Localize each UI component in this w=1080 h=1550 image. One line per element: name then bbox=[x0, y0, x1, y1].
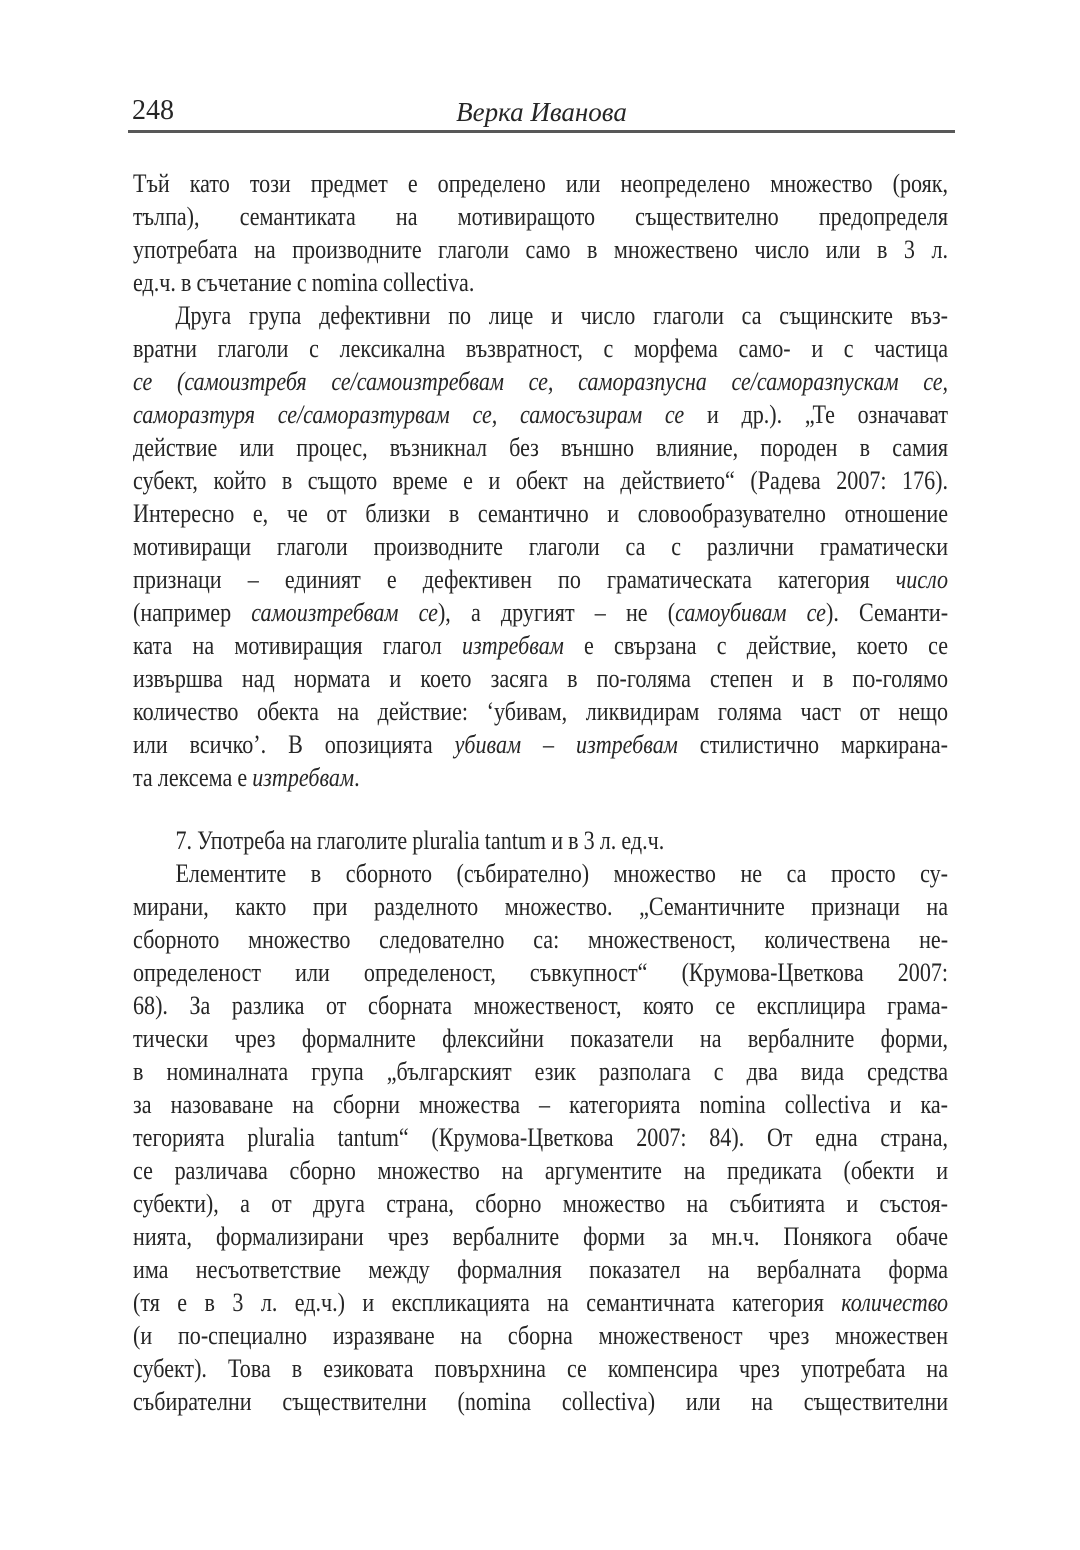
text-line bbox=[133, 233, 948, 266]
text-line bbox=[133, 398, 948, 431]
text-segment: мирани, както при разделното множество. „Семантичните признаци на bbox=[133, 892, 949, 921]
text-segment: ). Семанти- bbox=[825, 598, 949, 627]
text-segment: (например bbox=[133, 598, 252, 627]
text-line bbox=[133, 1022, 948, 1055]
text-segment: . bbox=[354, 763, 360, 792]
text-segment: тълпа), семантиката на мотивиращото съществително предопределя bbox=[133, 202, 949, 231]
text-line bbox=[133, 1220, 948, 1253]
text-line bbox=[133, 200, 948, 233]
section-heading bbox=[133, 824, 948, 857]
text-segment: е свързана с действие, което се bbox=[563, 631, 949, 660]
text-line bbox=[133, 662, 948, 695]
text-line bbox=[133, 530, 948, 563]
text-line bbox=[133, 923, 948, 956]
text-line bbox=[133, 989, 948, 1022]
text-line bbox=[133, 332, 948, 365]
text-segment: определеност или определеност, съвкупност“ (Крумова-Цветкова 2007: bbox=[133, 958, 949, 987]
text-segment: изтребвам bbox=[252, 763, 355, 792]
text-line bbox=[133, 497, 948, 530]
text-segment: тегорията pluralia tantum“ (Крумова-Цветкова 2007: 84). От една страна, bbox=[133, 1123, 949, 1152]
text-segment: число bbox=[895, 565, 949, 594]
text-line bbox=[133, 365, 948, 398]
text-line bbox=[133, 1121, 948, 1154]
text-line bbox=[133, 431, 948, 464]
text-line bbox=[133, 824, 948, 857]
text-line bbox=[133, 266, 948, 299]
text-segment: употребата на производните глаголи само в множествено число или в 3 л. bbox=[133, 235, 949, 264]
text-segment: се различава сборно множество на аргументите на предиката (обекти и bbox=[133, 1156, 949, 1185]
text-segment: и др.). „Те означават bbox=[684, 400, 949, 429]
text-line bbox=[133, 563, 948, 596]
text-segment: Тъй като този предмет е определено или неопределено множество (рояк, bbox=[133, 169, 949, 198]
text-line bbox=[133, 1286, 948, 1319]
text-segment: за назоваване на сборни множества – категорията nomina collectiva и ка- bbox=[133, 1090, 949, 1119]
text-segment: стилистично маркирана- bbox=[677, 730, 949, 759]
text-line bbox=[133, 728, 948, 761]
text-segment: Елементите в сборното (събирателно) множество не са просто су- bbox=[175, 859, 949, 888]
text-line bbox=[133, 695, 948, 728]
text-segment: убивам – изтребвам bbox=[454, 730, 678, 759]
text-segment: нията, формализирани чрез вербалните форми за мн.ч. Понякога обаче bbox=[133, 1222, 949, 1251]
text-line bbox=[133, 1088, 948, 1121]
text-segment: (тя е в 3 л. ед.ч.) и експликацията на семантичната категория bbox=[133, 1288, 842, 1317]
text-segment: 68). За разлика от сборната множественост, която се експлицира грама- bbox=[133, 991, 949, 1020]
text-segment: изтребвам bbox=[462, 631, 564, 660]
text-segment: тически чрез формалните флексийни показатели на вербалните форми, bbox=[133, 1024, 949, 1053]
text-line bbox=[133, 890, 948, 923]
paragraph bbox=[133, 167, 948, 299]
text-segment: самоизтребвам се bbox=[251, 598, 438, 627]
text-line bbox=[133, 1055, 948, 1088]
paragraph bbox=[133, 857, 948, 1418]
text-segment: има несъответствие между формалния показател на вербалната форма bbox=[133, 1255, 949, 1284]
text-line bbox=[133, 596, 948, 629]
text-segment: признаци – единият е дефективен по граматическата категория bbox=[133, 565, 896, 594]
text-segment: вратни глаголи с лексикална възвратност, с морфема само- и с частица bbox=[133, 334, 949, 363]
text-segment: в номиналната група „българският език разполага с два вида средства bbox=[133, 1057, 949, 1086]
text-segment: ката на мотивиращия глагол bbox=[133, 631, 463, 660]
text-line bbox=[133, 464, 948, 497]
text-line bbox=[133, 956, 948, 989]
text-segment: количество bbox=[841, 1288, 949, 1317]
text-segment: та лексема е bbox=[133, 763, 253, 792]
text-segment: или всичко’. В опозицията bbox=[133, 730, 455, 759]
paragraph bbox=[133, 299, 948, 794]
text-segment: саморазтуря се/саморазтурвам се, самосъзирам се bbox=[133, 400, 685, 429]
text-segment: извършва над нормата и което засяга в по-голяма степен и в по-голямо bbox=[133, 664, 949, 693]
text-segment: субект, който в същото време е и обект на действието“ (Радева 2007: 176). bbox=[133, 466, 949, 495]
text-segment: ед.ч. в съчетание с nomina collectiva. bbox=[133, 268, 475, 297]
text-segment: самоубивам се bbox=[675, 598, 826, 627]
text-line bbox=[133, 167, 948, 200]
text-segment: мотивиращи глаголи производните глаголи са с различни граматически bbox=[133, 532, 949, 561]
text-line bbox=[133, 1253, 948, 1286]
page-header bbox=[128, 94, 955, 133]
text-segment: Друга група дефективни по лице и число глаголи са същинските въз- bbox=[175, 301, 949, 330]
text-line bbox=[133, 1385, 948, 1418]
text-segment: 7. Употреба на глаголите pluralia tantum и в 3 л. ед.ч. bbox=[175, 826, 665, 855]
page-number: 248 bbox=[132, 95, 174, 126]
running-title: Верка Иванова bbox=[456, 97, 627, 127]
text-segment: Интересно е, че от близки в семантично и словообразувателно отношение bbox=[133, 499, 949, 528]
text-line bbox=[133, 1352, 948, 1385]
text-line bbox=[133, 299, 948, 332]
text-segment: (и по-специално изразяване на сборна множественост чрез множествен bbox=[133, 1321, 949, 1350]
text-line bbox=[133, 1154, 948, 1187]
text-segment: субекти), а от друга страна, сборно множество на събитията и състоя- bbox=[133, 1189, 949, 1218]
text-segment: действие или процес, възникнал без външно влияние, породен в самия bbox=[133, 433, 949, 462]
text-segment: количество обекта на действие: ‘убивам, ликвидирам голяма част от нещо bbox=[133, 697, 949, 726]
text-line bbox=[133, 1187, 948, 1220]
text-segment: сборното множество следователно са: множественост, количествена не- bbox=[133, 925, 949, 954]
text-line bbox=[133, 629, 948, 662]
text-segment: субект). Това в езиковата повърхнина се компенсира чрез употребата на bbox=[133, 1354, 949, 1383]
text-line bbox=[133, 761, 948, 794]
body-text bbox=[133, 167, 948, 1418]
text-segment: ), а другият – не ( bbox=[437, 598, 676, 627]
text-line bbox=[133, 1319, 948, 1352]
text-segment: събирателни съществителни (nomina collectiva) или на съществителни bbox=[133, 1387, 949, 1416]
text-segment: се (самоизтребя се/самоизтребвам се, саморазпусна се/саморазпускам се, bbox=[133, 367, 949, 396]
text-line bbox=[133, 857, 948, 890]
